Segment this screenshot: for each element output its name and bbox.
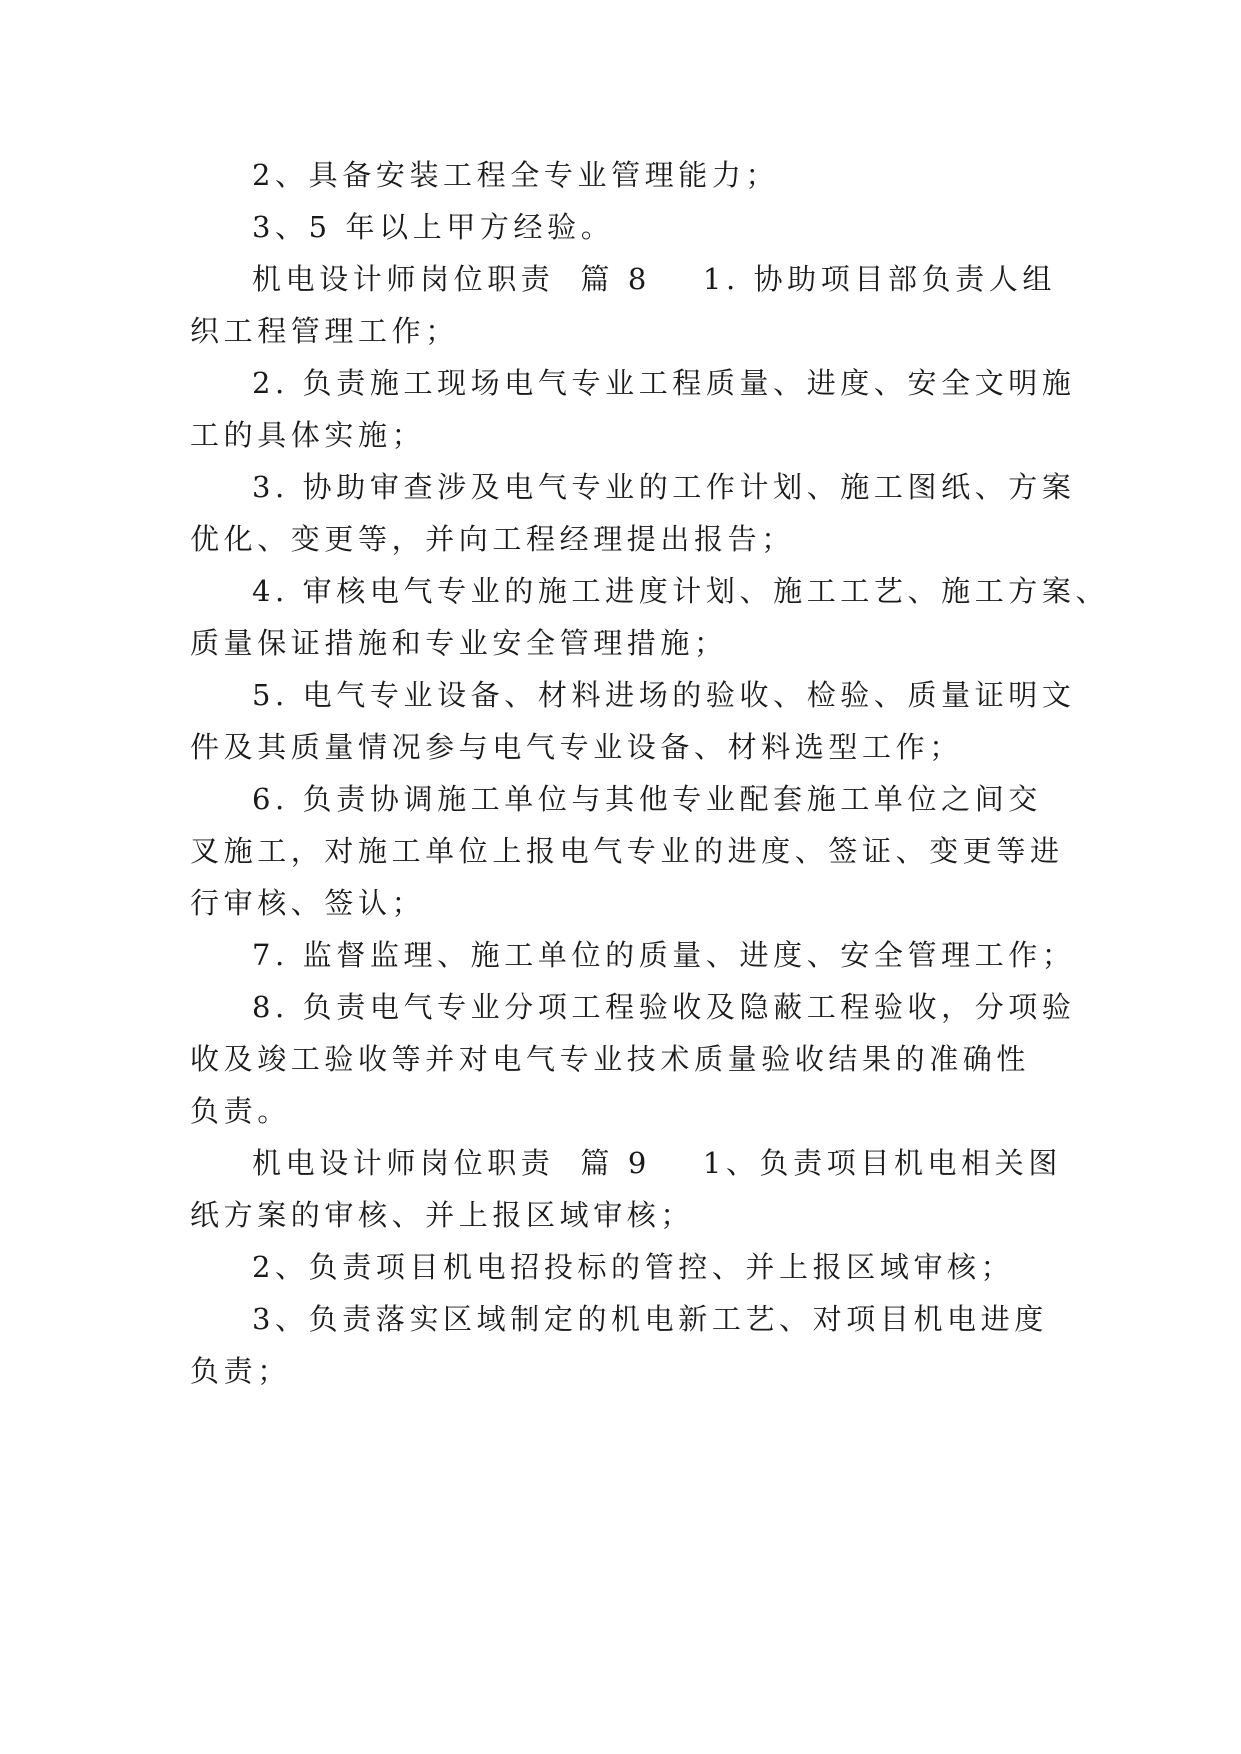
- text-line: 件及其质量情况参与电气专业设备、材料选型工作；: [190, 730, 963, 764]
- section-8-first-item: 1. 协助项目部负责人组: [702, 262, 1056, 296]
- text-line: 3、负责落实区域制定的机电新工艺、对项目机电进度: [252, 1302, 1048, 1336]
- text-line: 3、5 年以上甲方经验。: [252, 210, 615, 244]
- text-line: 纸方案的审核、并上报区域审核；: [190, 1198, 695, 1232]
- text-line: 4. 审核电气专业的施工进度计划、施工工艺、施工方案、: [252, 574, 1110, 608]
- section-8-heading-line: [252, 262, 1056, 296]
- section-8-heading: 机电设计师岗位职责: [252, 262, 555, 296]
- text-line: 工的具体实施；: [190, 418, 426, 452]
- text-line: 2、负责项目机电招投标的管控、并上报区域审核；: [252, 1250, 1015, 1284]
- text-line: 7. 监督监理、施工单位的质量、进度、安全管理工作；: [252, 938, 1076, 972]
- text-line: 3. 协助审查涉及电气专业的工作计划、施工图纸、方案: [252, 470, 1076, 504]
- text-line: 行审核、签认；: [190, 886, 426, 920]
- text-line: 8. 负责电气专业分项工程验收及隐蔽工程验收，分项验: [252, 990, 1076, 1024]
- text-line: 负责。: [190, 1094, 291, 1128]
- text-line: 收及竣工验收等并对电气专业技术质量验收结果的准确性: [190, 1042, 1031, 1076]
- text-line: 负责；: [190, 1354, 291, 1388]
- section-9-heading-line: [252, 1146, 1062, 1180]
- text-line: 织工程管理工作；: [190, 314, 459, 348]
- section-9-first-item: 1、负责项目机电相关图: [702, 1146, 1062, 1180]
- text-line: 2、具备安装工程全专业管理能力；: [252, 158, 780, 192]
- text-line: 叉施工，对施工单位上报电气专业的进度、签证、变更等进: [190, 834, 1064, 868]
- text-line: 2. 负责施工现场电气专业工程质量、进度、安全文明施: [252, 366, 1076, 400]
- text-line: 5. 电气专业设备、材料进场的验收、检验、质量证明文: [252, 678, 1076, 712]
- text-line: 质量保证措施和专业安全管理措施；: [190, 626, 728, 660]
- section-8-label: 篇 8: [580, 262, 651, 296]
- text-line: 6. 负责协调施工单位与其他专业配套施工单位之间交: [252, 782, 1042, 816]
- section-9-label: 篇 9: [580, 1146, 651, 1180]
- section-9-heading: 机电设计师岗位职责: [252, 1146, 555, 1180]
- text-line: 优化、变更等，并向工程经理提出报告；: [190, 522, 795, 556]
